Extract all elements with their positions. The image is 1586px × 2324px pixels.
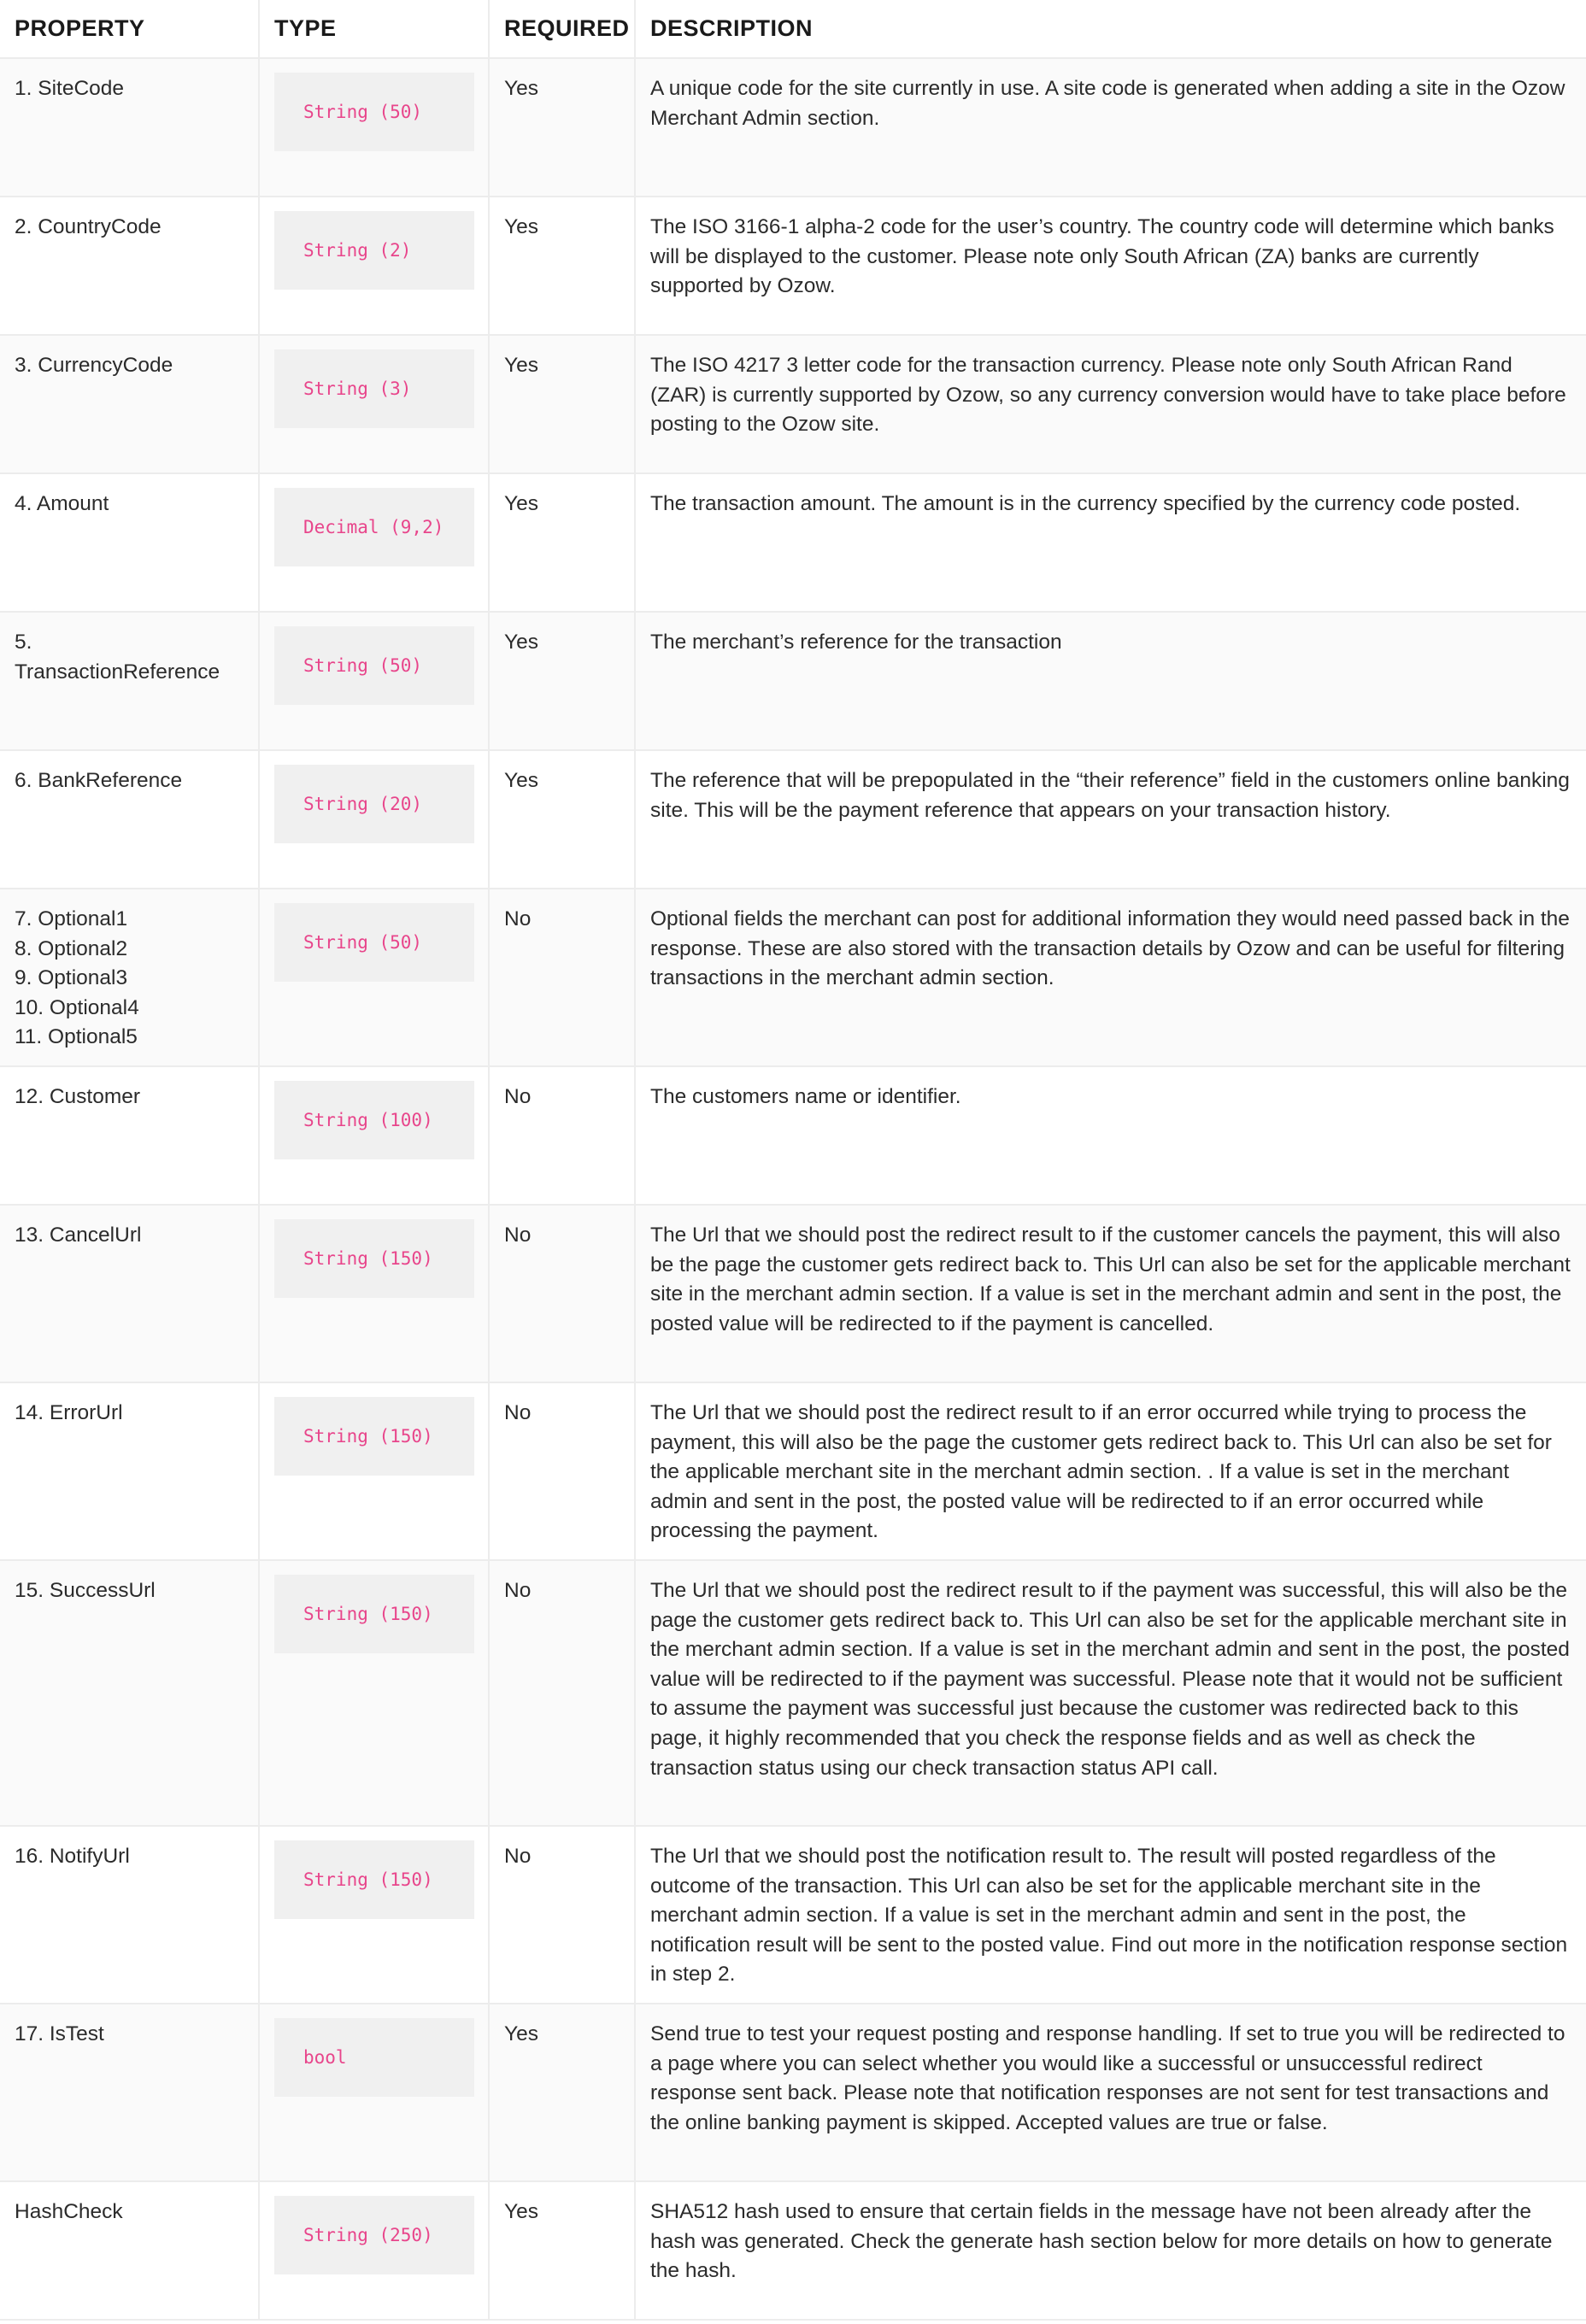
property-name: 13. CancelUrl bbox=[15, 1224, 142, 1247]
type-cell bbox=[259, 197, 489, 335]
property-cell bbox=[0, 58, 259, 197]
property-name: 14. ErrorUrl bbox=[15, 1401, 123, 1424]
type-code-badge: String (150) bbox=[274, 1840, 474, 1919]
type-cell bbox=[259, 1205, 489, 1382]
description-cell: A unique code for the site currently in use. A site code is generated when adding a site in the Ozow Merchant Admin section. bbox=[635, 58, 1586, 197]
required-cell: Yes bbox=[489, 750, 635, 889]
header-description: DESCRIPTION bbox=[635, 0, 1586, 58]
property-name: 6. BankReference bbox=[15, 769, 183, 792]
table-row bbox=[0, 2181, 1586, 2320]
property-cell bbox=[0, 2181, 259, 2320]
required-cell: No bbox=[489, 1382, 635, 1560]
property-name: 3. CurrencyCode bbox=[15, 354, 173, 377]
type-cell bbox=[259, 335, 489, 473]
property-cell bbox=[0, 2004, 259, 2181]
type-cell bbox=[259, 1382, 489, 1560]
required-cell: Yes bbox=[489, 2004, 635, 2181]
description-cell: The Url that we should post the redirect result to if the customer cancels the payment, this will also be the page the customer gets redirect back to. This Url can also be set for the applicable merchant site in the merchant admin section. If a value is set in the merchant admin and sent in the post, the posted value will be redirected to if the payment is cancelled. bbox=[635, 1205, 1586, 1382]
table-row bbox=[0, 1205, 1586, 1382]
table-body bbox=[0, 58, 1586, 2320]
type-code-badge: String (50) bbox=[274, 73, 474, 151]
table-row bbox=[0, 1826, 1586, 2004]
header-property: PROPERTY bbox=[0, 0, 259, 58]
property-cell bbox=[0, 612, 259, 750]
type-code-badge: String (150) bbox=[274, 1575, 474, 1653]
table-row bbox=[0, 473, 1586, 612]
property-name: 11. Optional5 bbox=[15, 1025, 138, 1049]
table-row bbox=[0, 750, 1586, 889]
property-cell bbox=[0, 1826, 259, 2004]
property-name: 7. Optional1 bbox=[15, 907, 128, 930]
required-cell: Yes bbox=[489, 612, 635, 750]
property-name: 12. Customer bbox=[15, 1085, 141, 1108]
property-name: HashCheck bbox=[15, 2200, 123, 2223]
property-cell bbox=[0, 1066, 259, 1205]
required-cell: No bbox=[489, 1066, 635, 1205]
property-name: 4. Amount bbox=[15, 492, 109, 515]
type-code-badge: String (250) bbox=[274, 2196, 474, 2274]
description-cell: The Url that we should post the redirect result to if the payment was successful, this will also be the page the customer gets redirect back to. This Url can also be set for the applicable merchant site in the merchant admin section. If a value is set in the merchant admin and sent in the post, the posted value will be redirected to if the payment was successful. Please note that it would not be sufficient to assume the payment was successful just because the customer was redirected back to this page, it highly recommended that you check the response fields and as well as check the transaction status using our check transaction status API call. bbox=[635, 1560, 1586, 1826]
description-cell: The ISO 4217 3 letter code for the transaction currency. Please note only South African Rand (ZAR) is currently supported by Ozow, so any currency conversion would have to take place before posting to the Ozow site. bbox=[635, 335, 1586, 473]
required-cell: Yes bbox=[489, 197, 635, 335]
type-code-badge: String (100) bbox=[274, 1081, 474, 1159]
description-cell: SHA512 hash used to ensure that certain fields in the message have not been already after the hash was generated. Check the generate hash section below for more details on how to generate the hash. bbox=[635, 2181, 1586, 2320]
type-code-badge: String (20) bbox=[274, 765, 474, 843]
property-cell bbox=[0, 335, 259, 473]
type-code-badge: String (2) bbox=[274, 211, 474, 290]
required-cell: Yes bbox=[489, 473, 635, 612]
property-name: 16. NotifyUrl bbox=[15, 1845, 130, 1868]
required-cell: Yes bbox=[489, 58, 635, 197]
description-cell: Send true to test your request posting and response handling. If set to true you will be redirected to a page where you can select whether you would like a successful or unsuccessful redirect response sent back. Please note that notification responses are not sent for test transactions and the online banking payment is skipped. Accepted values are true or false. bbox=[635, 2004, 1586, 2181]
type-code-badge: String (50) bbox=[274, 903, 474, 982]
table-row bbox=[0, 612, 1586, 750]
type-cell bbox=[259, 1066, 489, 1205]
table-row bbox=[0, 1382, 1586, 1560]
type-cell bbox=[259, 473, 489, 612]
type-code-badge: Decimal (9,2) bbox=[274, 488, 474, 566]
table-row bbox=[0, 2004, 1586, 2181]
type-code-badge: String (150) bbox=[274, 1397, 474, 1476]
table-row bbox=[0, 335, 1586, 473]
type-cell bbox=[259, 1826, 489, 2004]
description-cell: The ISO 3166-1 alpha-2 code for the user’s country. The country code will determine which banks will be displayed to the customer. Please note only South African (ZA) banks are currently supported by Ozow. bbox=[635, 197, 1586, 335]
type-cell bbox=[259, 1560, 489, 1826]
property-name: 10. Optional4 bbox=[15, 995, 139, 1019]
property-name: 8. Optional2 bbox=[15, 936, 128, 960]
required-cell: No bbox=[489, 1560, 635, 1826]
property-name: 2. CountryCode bbox=[15, 215, 162, 238]
type-cell bbox=[259, 750, 489, 889]
property-cell bbox=[0, 1382, 259, 1560]
property-name: 9. Optional3 bbox=[15, 966, 128, 990]
property-cell bbox=[0, 750, 259, 889]
property-name: 1. SiteCode bbox=[15, 77, 125, 100]
type-code-badge: String (50) bbox=[274, 626, 474, 705]
description-cell: The merchant’s reference for the transaction bbox=[635, 612, 1586, 750]
type-cell bbox=[259, 612, 489, 750]
required-cell: No bbox=[489, 1826, 635, 2004]
required-cell: No bbox=[489, 1205, 635, 1382]
type-cell bbox=[259, 58, 489, 197]
type-cell bbox=[259, 2004, 489, 2181]
required-cell: Yes bbox=[489, 335, 635, 473]
description-cell: Optional fields the merchant can post for additional information they would need passed back in the response. These are also stored with the transaction details by Ozow and can be useful for filtering transactions in the merchant admin section. bbox=[635, 889, 1586, 1066]
type-cell bbox=[259, 2181, 489, 2320]
type-code-badge: String (3) bbox=[274, 349, 474, 428]
table-header-row bbox=[0, 0, 1586, 58]
table-row bbox=[0, 58, 1586, 197]
description-cell: The transaction amount. The amount is in the currency specified by the currency code posted. bbox=[635, 473, 1586, 612]
description-cell: The Url that we should post the redirect result to if an error occurred while trying to process the payment, this will also be the page the customer gets redirect back to. This Url can also be set for the applicable merchant site in the merchant admin section. . If a value is set in the merchant admin and sent in the post, the posted value will be redirected to if an error occurred while processing the payment. bbox=[635, 1382, 1586, 1560]
property-cell bbox=[0, 197, 259, 335]
description-cell: The reference that will be prepopulated in the “their reference” field in the customers online banking site. This will be the payment reference that appears on your transaction history. bbox=[635, 750, 1586, 889]
required-cell: Yes bbox=[489, 2181, 635, 2320]
table-row bbox=[0, 889, 1586, 1066]
property-name: 5. bbox=[15, 631, 32, 654]
header-required: REQUIRED bbox=[489, 0, 635, 58]
type-code-badge: bool bbox=[274, 2018, 474, 2097]
description-cell: The Url that we should post the notification result to. The result will posted regardless of the outcome of the transaction. This Url can also be set for the applicable merchant site in the merchant admin section. If a value is set in the merchant admin and sent in the post, the notification result will be sent to the posted value. Find out more in the notification response section in step 2. bbox=[635, 1826, 1586, 2004]
property-cell bbox=[0, 1205, 259, 1382]
type-code-badge: String (150) bbox=[274, 1219, 474, 1298]
table-row bbox=[0, 1066, 1586, 1205]
property-name: 17. IsTest bbox=[15, 2022, 104, 2045]
table-row bbox=[0, 197, 1586, 335]
table-row bbox=[0, 1560, 1586, 1826]
property-cell bbox=[0, 473, 259, 612]
header-type: TYPE bbox=[259, 0, 489, 58]
type-cell bbox=[259, 889, 489, 1066]
property-cell bbox=[0, 1560, 259, 1826]
required-cell: No bbox=[489, 889, 635, 1066]
description-cell: The customers name or identifier. bbox=[635, 1066, 1586, 1205]
property-cell bbox=[0, 889, 259, 1066]
property-name: TransactionReference bbox=[15, 660, 220, 684]
property-name: 15. SuccessUrl bbox=[15, 1579, 156, 1602]
